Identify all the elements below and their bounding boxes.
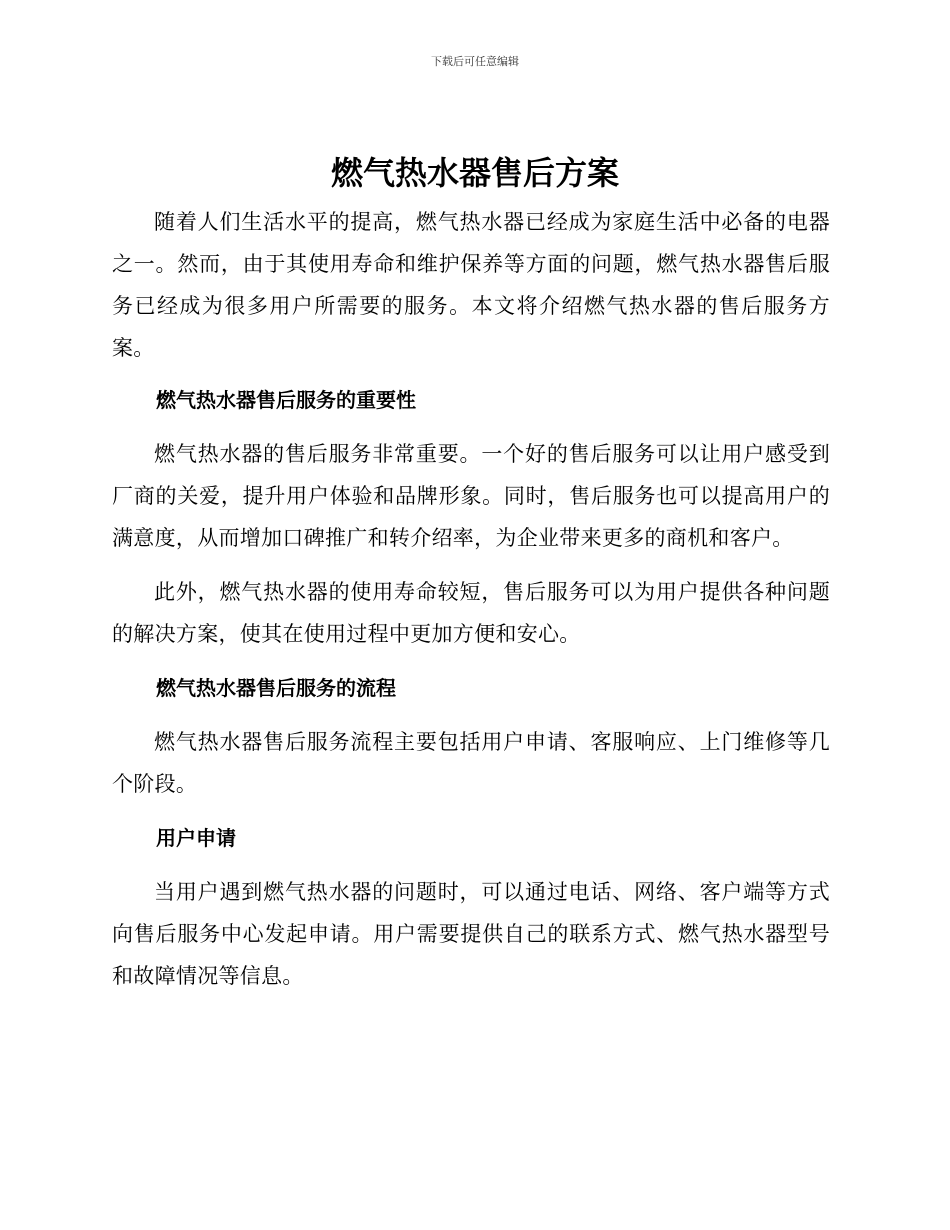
heading-process: 燃气热水器售后服务的流程 [156, 676, 396, 700]
heading-application: 用户申请 [156, 826, 236, 850]
importance-paragraph-2: 此外，燃气热水器的使用寿命较短，售后服务可以为用户提供各种问题的解决方案，使其在使用过程中更加方便和安心。 [112, 580, 830, 646]
heading-importance: 燃气热水器售后服务的重要性 [156, 388, 416, 412]
intro-paragraph: 随着人们生活水平的提高，燃气热水器已经成为家庭生活中必备的电器之一。然而，由于其使用寿命和维护保养等方面的问题，燃气热水器售后服务已经成为很多用户所需要的服务。本文将介绍燃气热水器的售后服务方案。 [112, 210, 830, 360]
header-note: 下载后可任意编辑 [431, 55, 519, 68]
document-body [112, 201, 830, 997]
process-paragraph: 燃气热水器售后服务流程主要包括用户申请、客服响应、上门维修等几个阶段。 [112, 730, 830, 796]
document-title: 燃气热水器售后方案 [330, 154, 619, 192]
importance-paragraph-1: 燃气热水器的售后服务非常重要。一个好的售后服务可以让用户感受到厂商的关爱，提升用户体验和品牌形象。同时，售后服务也可以提高用户的满意度，从而增加口碑推广和转介绍率，为企业带来更多的商机和客户。 [112, 442, 830, 550]
application-paragraph: 当用户遇到燃气热水器的问题时，可以通过电话、网络、客户端等方式向售后服务中心发起申请。用户需要提供自己的联系方式、燃气热水器型号和故障情况等信息。 [112, 880, 830, 988]
